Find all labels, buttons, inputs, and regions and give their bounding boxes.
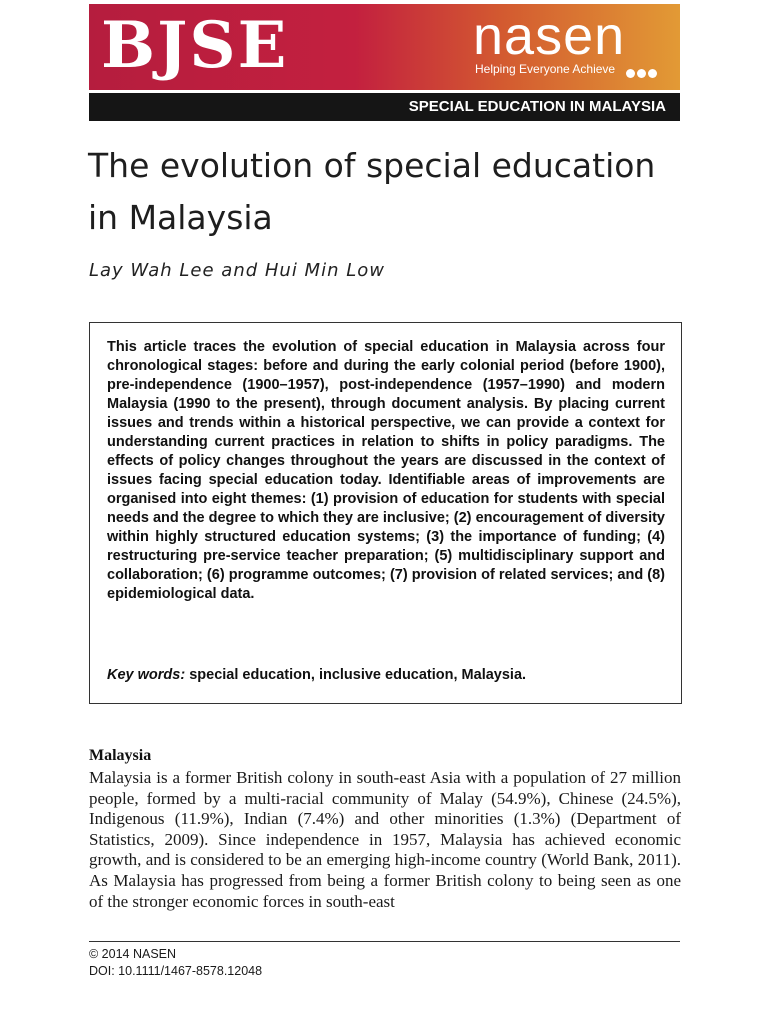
section-label: SPECIAL EDUCATION IN MALAYSIA [89, 93, 680, 121]
article-title: The evolution of special education in Malaysia [88, 146, 656, 237]
abstract-box [89, 322, 682, 704]
keywords-label: Key words: [107, 667, 186, 683]
publisher-tagline: Helping Everyone Achieve [475, 62, 616, 76]
footer-divider [89, 941, 680, 942]
journal-logo: BJSE [101, 8, 289, 83]
footer [89, 946, 262, 980]
journal-banner [89, 4, 680, 90]
keywords-list: special education, inclusive education, Malaysia. [189, 667, 527, 683]
section-body: Malaysia is a former British colony in south-east Asia with a population of 27 million people, formed by a multi-racial community of Malay (54.9%), Chinese (24.5%), Indigenous (11.9%), Indian (7.4%) and other minorities (1.3%) (Department of Statistics, 2009). Since independence in 1957, Malaysia has achieved economic growth, and is considered to be an emerging high-income country (World Bank, 2011). As Malaysia has progressed from being a former British colony to being seen as one of the stronger economic forces in south-east [89, 768, 681, 911]
copyright: © 2014 NASEN [89, 947, 177, 961]
article-authors: Lay Wah Lee and Hui Min Low [89, 260, 385, 281]
doi: DOI: 10.1111/1467-8578.12048 [89, 964, 263, 978]
section-heading: Malaysia [89, 747, 152, 764]
tagline-dots-icon [626, 65, 659, 83]
keywords [107, 666, 665, 685]
abstract-text: This article traces the evolution of special education in Malaysia across four chronological stages: before and during the early colonial period (before 1900), pre-independence (1900–1957), post-independence (1957–1990) and modern Malaysia (1990 to the present), through document analysis. By placing current issues and trends within a historical perspective, we can provide a context for understanding current practices in relation to shifts in policy paradigms. The effects of policy changes throughout the years are discussed in the context of issues facing special education today. Identifiable areas of improvements are organised into eight themes: (1) provision of education for students with special needs and the degree to which they are inclusive; (2) encouragement of diversity within highly structured education systems; (3) the importance of funding; (4) restructuring pre-service teacher preparation; (5) multidisciplinary support and collaboration; (6) programme outcomes; (7) provision of related services; and (8) epidemiological data. [107, 339, 665, 602]
publisher-logo: nasen [473, 6, 626, 66]
